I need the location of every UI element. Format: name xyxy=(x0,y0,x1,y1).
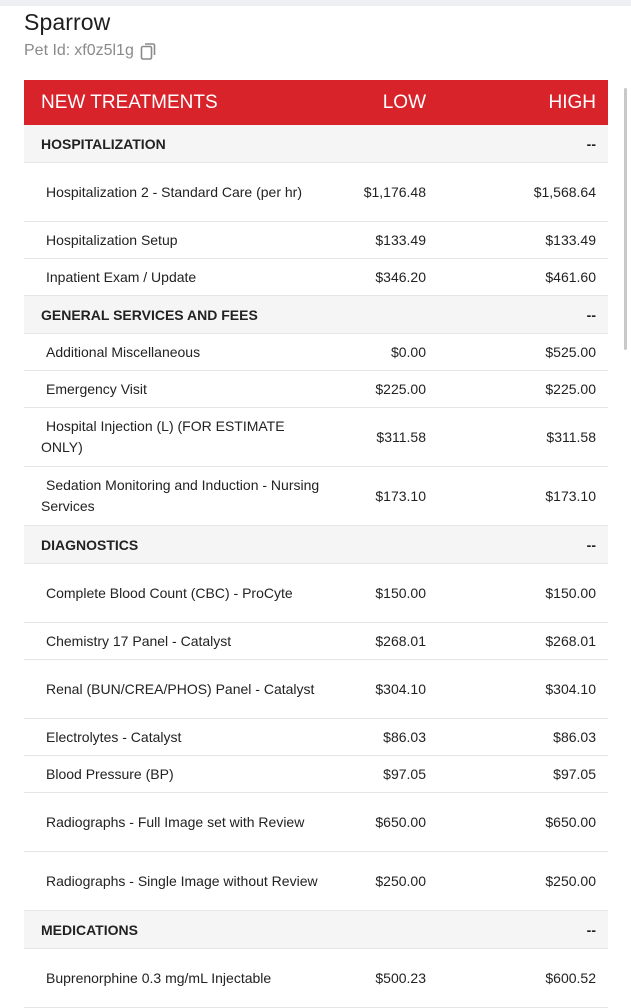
table-row[interactable] xyxy=(24,793,608,852)
treatment-name: Electrolytes - Catalyst xyxy=(46,728,182,745)
header-high: HIGH xyxy=(548,91,596,113)
treatment-name: Hospital Injection (L) (FOR ESTIMATE ONLY) xyxy=(41,418,285,455)
table-row[interactable] xyxy=(24,623,608,660)
high-price: $600.52 xyxy=(545,970,596,986)
treatment-name: Buprenorphine 0.3 mg/mL Injectable xyxy=(46,969,272,986)
treatments-table xyxy=(24,80,608,1008)
high-price: $133.49 xyxy=(545,232,596,248)
table-header xyxy=(24,80,608,125)
treatment-name: Emergency Visit xyxy=(46,380,147,397)
treatment-name: Radiographs - Single Image without Review xyxy=(46,872,318,889)
scrollbar[interactable] xyxy=(624,88,627,350)
table-row[interactable] xyxy=(24,756,608,793)
treatment-name: Sedation Monitoring and Induction - Nursing Services xyxy=(41,477,320,514)
section-total: -- xyxy=(586,306,596,323)
pet-name: Sparrow xyxy=(24,9,111,35)
header-low: LOW xyxy=(382,91,426,113)
low-price: $133.49 xyxy=(375,232,426,248)
table-row[interactable] xyxy=(24,949,608,1008)
low-price: $500.23 xyxy=(375,970,426,986)
high-price: $1,568.64 xyxy=(533,184,596,200)
low-price: $304.10 xyxy=(375,681,426,697)
section-header xyxy=(24,526,608,564)
section-header xyxy=(24,296,608,334)
table-body xyxy=(24,125,608,1008)
low-price: $1,176.48 xyxy=(363,184,426,200)
section-title: GENERAL SERVICES AND FEES xyxy=(41,306,258,323)
table-row[interactable] xyxy=(24,467,608,526)
section-header xyxy=(24,125,608,163)
treatment-name: Renal (BUN/CREA/PHOS) Panel - Catalyst xyxy=(46,680,315,697)
high-price: $461.60 xyxy=(545,269,596,285)
low-price: $86.03 xyxy=(383,729,426,745)
table-row[interactable] xyxy=(24,408,608,467)
high-price: $250.00 xyxy=(545,873,596,889)
low-price: $225.00 xyxy=(375,381,426,397)
table-row[interactable] xyxy=(24,564,608,623)
pet-id-row xyxy=(24,42,156,60)
low-price: $250.00 xyxy=(375,873,426,889)
table-row[interactable] xyxy=(24,852,608,911)
treatment-name: Inpatient Exam / Update xyxy=(46,268,197,285)
low-price: $268.01 xyxy=(375,633,426,649)
table-row[interactable] xyxy=(24,163,608,222)
high-price: $225.00 xyxy=(545,381,596,397)
section-header xyxy=(24,911,608,949)
treatment-name: Chemistry 17 Panel - Catalyst xyxy=(46,632,232,649)
section-total: -- xyxy=(586,536,596,553)
table-row[interactable] xyxy=(24,259,608,296)
high-price: $311.58 xyxy=(546,429,596,445)
treatment-name: Hospitalization 2 - Standard Care (per hr) xyxy=(46,183,303,200)
section-title: MEDICATIONS xyxy=(41,921,138,938)
table-row[interactable] xyxy=(24,222,608,259)
high-price: $150.00 xyxy=(545,585,596,601)
section-total: -- xyxy=(586,135,596,152)
high-price: $97.05 xyxy=(553,766,596,782)
low-price: $650.00 xyxy=(375,814,426,830)
table-row[interactable] xyxy=(24,334,608,371)
top-strip xyxy=(0,0,631,6)
treatment-name: Blood Pressure (BP) xyxy=(46,765,174,782)
treatment-name: Complete Blood Count (CBC) - ProCyte xyxy=(46,584,293,601)
high-price: $86.03 xyxy=(553,729,596,745)
low-price: $150.00 xyxy=(375,585,426,601)
high-price: $268.01 xyxy=(545,633,596,649)
table-row[interactable] xyxy=(24,719,608,756)
treatment-name: Radiographs - Full Image set with Review xyxy=(46,813,305,830)
low-price: $97.05 xyxy=(383,766,426,782)
high-price: $525.00 xyxy=(545,344,596,360)
high-price: $304.10 xyxy=(545,681,596,697)
pet-id-label: Pet Id: xyxy=(24,42,71,59)
low-price: $311.58 xyxy=(376,429,426,445)
high-price: $173.10 xyxy=(545,488,596,504)
table-row[interactable] xyxy=(24,660,608,719)
section-total: -- xyxy=(586,921,596,938)
table-row[interactable] xyxy=(24,371,608,408)
header-new-treatments: NEW TREATMENTS xyxy=(41,91,218,113)
pet-id-value: xf0z5l1g xyxy=(74,42,134,59)
low-price: $173.10 xyxy=(375,488,426,504)
low-price: $0.00 xyxy=(390,344,426,360)
high-price: $650.00 xyxy=(545,814,596,830)
low-price: $346.20 xyxy=(375,269,426,285)
section-title: DIAGNOSTICS xyxy=(41,536,139,553)
treatment-name: Hospitalization Setup xyxy=(46,231,178,248)
section-title: HOSPITALIZATION xyxy=(41,135,166,152)
treatment-name: Additional Miscellaneous xyxy=(46,343,201,360)
copy-icon[interactable] xyxy=(140,42,156,60)
